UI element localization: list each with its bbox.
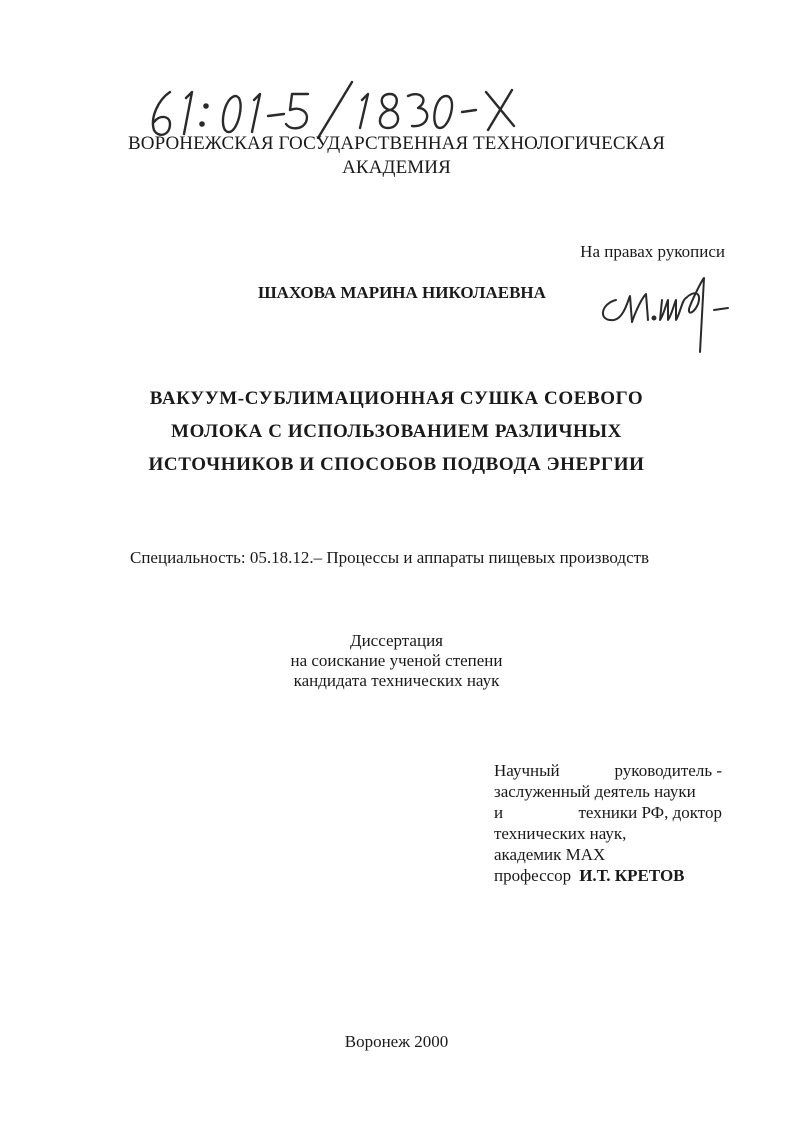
supervisor-line-2-text: заслуженный деятель науки: [494, 782, 696, 801]
supervisor-line-1b: руководитель -: [614, 761, 722, 780]
rights-note: На правах рукописи: [580, 242, 725, 261]
author-name: ШАХОВА МАРИНА НИКОЛАЕВНА: [258, 283, 546, 302]
title-line-1: ВАКУУМ-СУБЛИМАЦИОННАЯ СУШКА СОЕВОГО: [149, 388, 644, 409]
supervisor-line-5: [494, 844, 722, 865]
supervisor-line-4: [494, 823, 722, 844]
degree-line-1: Диссертация: [349, 631, 443, 650]
institution-name: [0, 132, 793, 180]
supervisor-block: [494, 760, 722, 886]
supervisor-line-6a: профессор: [494, 866, 572, 885]
degree-line-3: кандидата технических наук: [293, 671, 500, 690]
institution-line-2: АКАДЕМИЯ: [342, 157, 451, 178]
dissertation-title: [0, 382, 793, 481]
supervisor-line-6: [494, 865, 722, 886]
title-line-3: ИСТОЧНИКОВ И СПОСОБОВ ПОДВОДА ЭНЕРГИИ: [148, 454, 645, 475]
supervisor-line-2: [494, 781, 722, 802]
degree-line-2: на соискание ученой степени: [290, 651, 503, 670]
supervisor-line-3: [494, 802, 722, 823]
specialty: Специальность: 05.18.12.– Процессы и аппараты пищевых производств: [130, 548, 650, 567]
supervisor-line-1a: Научный: [494, 761, 560, 780]
supervisor-name: И.Т. КРЕТОВ: [579, 866, 685, 885]
supervisor-line-4-text: технических наук,: [494, 824, 627, 843]
degree-statement: [0, 631, 793, 691]
city-year: Воронеж 2000: [344, 1032, 449, 1051]
author-signature: [594, 270, 734, 360]
supervisor-line-1: [494, 760, 722, 781]
title-line-2: МОЛОКА С ИСПОЛЬЗОВАНИЕМ РАЗЛИЧНЫХ: [171, 421, 622, 442]
supervisor-line-3b: техники РФ, доктор: [578, 803, 722, 822]
supervisor-line-3a: и: [494, 803, 504, 822]
supervisor-line-5-text: академик МАХ: [494, 845, 606, 864]
institution-line-1: ВОРОНЕЖСКАЯ ГОСУДАРСТВЕННАЯ ТЕХНОЛОГИЧЕСКАЯ: [127, 133, 666, 154]
